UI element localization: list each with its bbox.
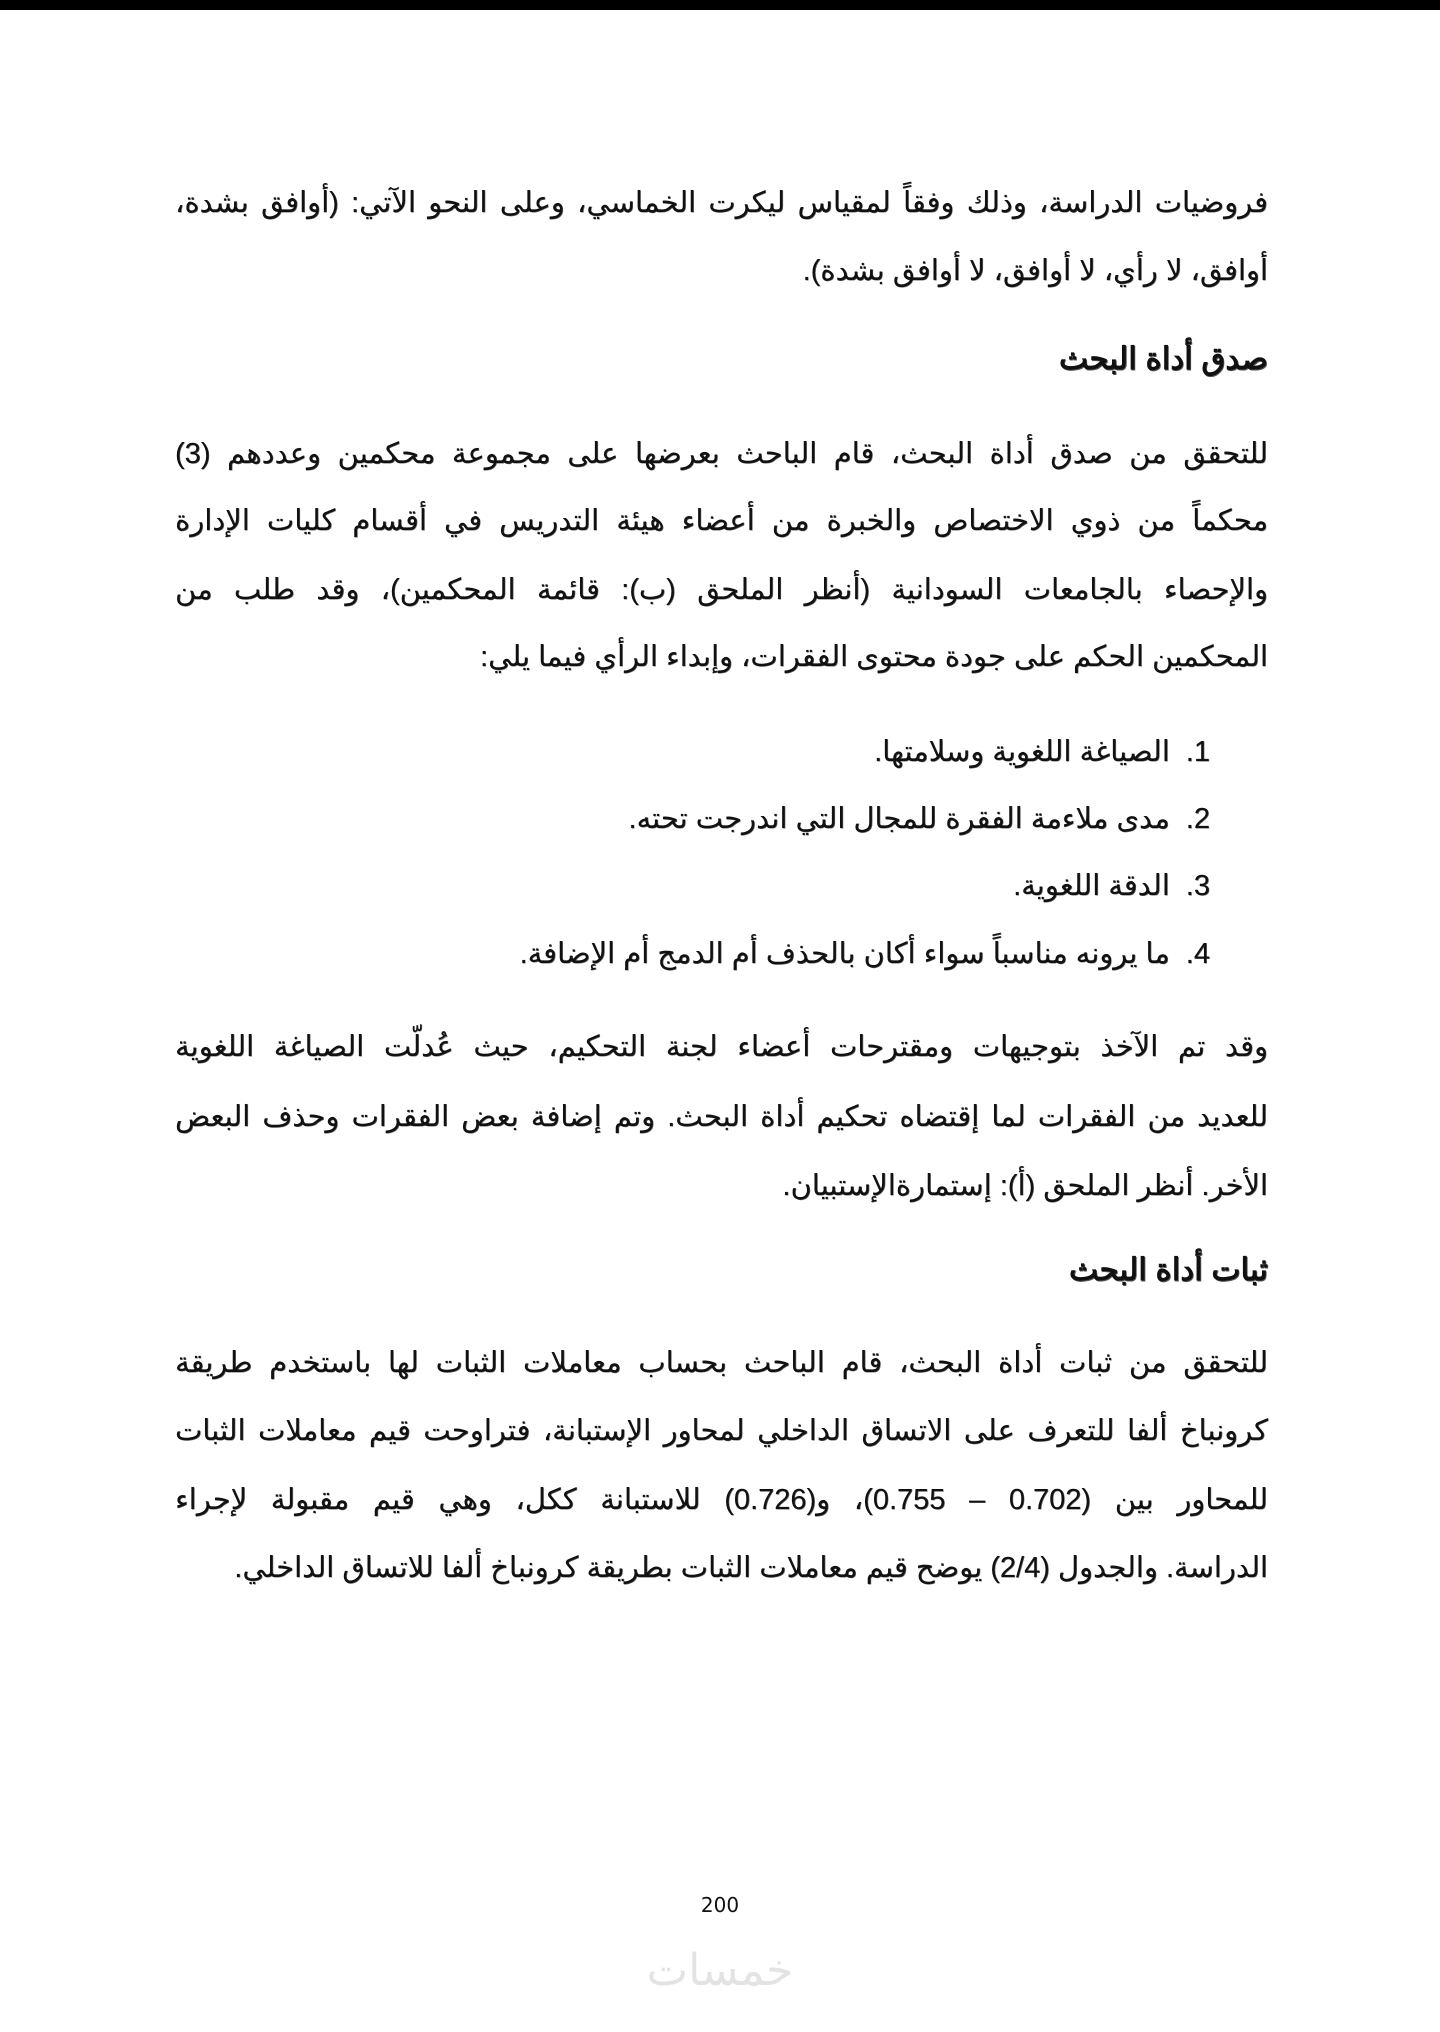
section-heading-validity: صدق أداة البحث [1058,341,1268,376]
page-number: 200 [700,1893,740,1917]
reliability-line: للتحقق من ثبات أداة البحث، قام الباحث بحساب معاملات الثبات لها باستخدم طريقة [175,1347,1268,1379]
validity-line: والإحصاء بالجامعات السودانية (أنظر الملحق (ب): قائمة المحكمين)، وقد طلب من [175,574,1268,606]
watermark-logo: خمسات [646,1945,794,1996]
criteria-text: ما يرونه مناسباً سواء أكان بالحذف أم الدمج أم الإضافة. [519,938,1170,970]
criteria-number: 4. [1185,938,1210,970]
followup-line: الأخر. أنظر الملحق (أ): إستمارةالإستبيان. [782,1170,1268,1202]
validity-line: محكماً من ذوي الاختصاص والخبرة من أعضاء هيئة التدريس في أقسام كليات الإدارة [175,505,1268,537]
criteria-item [175,866,1210,906]
reliability-line: كرونباخ ألفا للتعرف على الاتساق الداخلي لمحاور الإستبانة، فتراوحت قيم معاملات الثبات [175,1415,1268,1447]
followup-line: وقد تم الآخذ بتوجيهات ومقترحات أعضاء لجنة التحكيم، حيث عُدلّت الصياغة اللغوية [175,1031,1268,1063]
criteria-text: مدى ملاءمة الفقرة للمجال التي اندرجت تحته. [628,803,1170,835]
validity-line: للتحقق من صدق أداة البحث، قام الباحث بعرضها على مجموعة محكمين وعددهم (3) [175,438,1268,470]
reliability-line: الدراسة. والجدول (2/4) يوضح قيم معاملات الثبات بطريقة كرونباخ ألفا للاتساق الداخلي. [234,1552,1268,1584]
criteria-item [175,799,1210,839]
followup-line: للعديد من الفقرات لما إقتضاه تحكيم أداة البحث. وتم إضافة بعض الفقرات وحذف البعض [175,1101,1268,1133]
criteria-number: 2. [1185,803,1210,835]
intro-line: فروضيات الدراسة، وذلك وفقاً لمقياس ليكرت الخماسي، وعلى النحو الآتي: (أوافق بشدة، [175,187,1268,219]
criteria-item [175,732,1210,772]
criteria-item [175,934,1210,974]
criteria-number: 3. [1185,870,1210,902]
section-heading-reliability: ثبات أداة البحث [1069,1252,1268,1287]
criteria-number: 1. [1185,736,1210,768]
criteria-text: الدقة اللغوية. [1013,870,1170,902]
top-border [0,0,1440,10]
intro-line: أوافق، لا رأي، لا أوافق، لا أوافق بشدة). [802,255,1268,287]
reliability-line: للمحاور بين (0.702 – 0.755)، و(0.726) للاستبانة ككل، وهي قيم مقبولة لإجراء [175,1484,1268,1516]
criteria-text: الصياغة اللغوية وسلامتها. [874,736,1170,768]
validity-line: المحكمين الحكم على جودة محتوى الفقرات، وإبداء الرأي فيما يلي: [480,641,1268,673]
